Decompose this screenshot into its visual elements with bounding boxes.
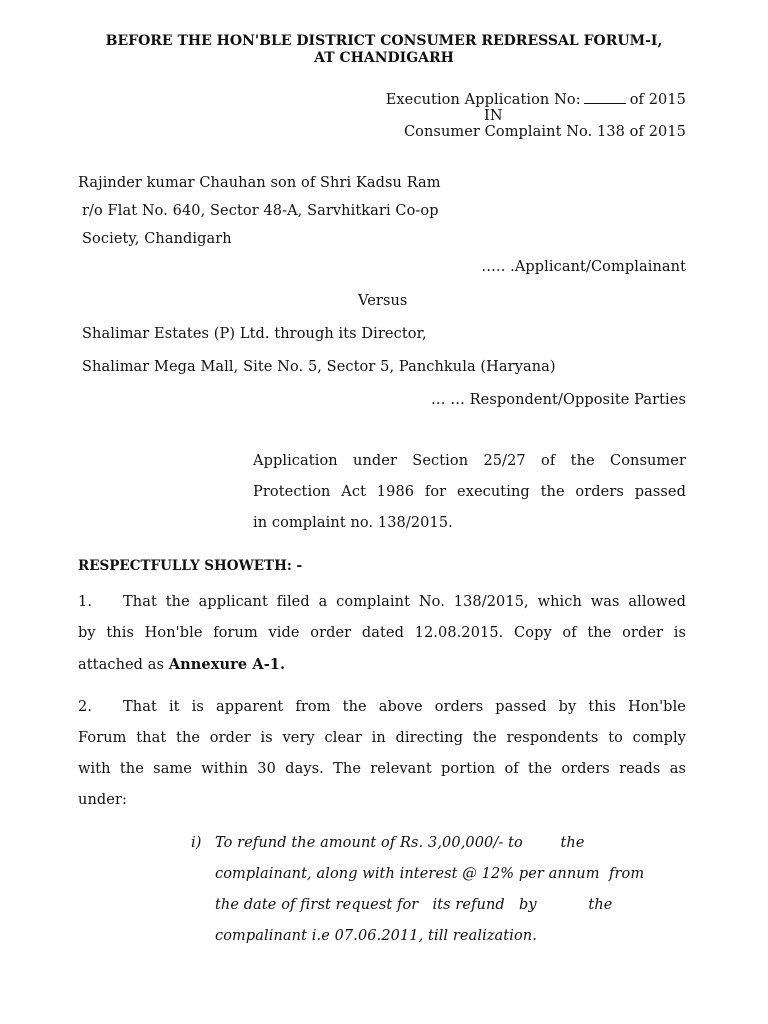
subject-line-1: Application under Section 25/27 of the Consumer — [253, 453, 686, 469]
applicant-line-1: Rajinder kumar Chauhan son of Shri Kadsu Ram — [78, 175, 441, 191]
applicant-line-2: r/o Flat No. 640, Sector 48-A, Sarvhitkari Co-op — [82, 203, 439, 219]
quote-line-4: compalinant i.e 07.06.2011, till realization. — [215, 928, 537, 944]
in-label: IN — [484, 108, 503, 124]
para-1-attached-text: attached as — [78, 657, 165, 673]
subject-line-3: in complaint no. 138/2015. — [253, 515, 453, 531]
quote-line-1: To refund the amount of Rs. 3,00,000/- to the — [215, 835, 585, 851]
para-2-number: 2. — [78, 699, 93, 715]
quote-item-number: i) — [191, 835, 202, 851]
applicant-role: ….. .Applicant/Complainant — [481, 259, 686, 275]
applicant-line-3: Society, Chandigarh — [82, 231, 232, 247]
execution-application-line — [386, 92, 686, 108]
para-2-line-2: Forum that the order is very clear in directing the respondents to comply — [78, 730, 686, 746]
respondent-line-1: Shalimar Estates (P) Ltd. through its Director, — [82, 326, 427, 342]
subject-line-2: Protection Act 1986 for executing the orders passed — [253, 484, 686, 500]
quote-line-2: complainant, along with interest @ 12% per annum from — [215, 866, 645, 882]
respondent-role: … … Respondent/Opposite Parties — [431, 392, 686, 408]
para-1-line-1: That the applicant filed a complaint No. 138/2015, which was allowed — [123, 594, 686, 610]
execution-application-suffix: of 2015 — [629, 92, 686, 108]
respectfully-showeth-heading: RESPECTFULLY SHOWETH: - — [78, 558, 303, 574]
para-1-line-3 — [78, 656, 285, 673]
para-2-line-1: That it is apparent from the above orders passed by this Hon'ble — [123, 699, 686, 715]
quote-line-3: the date of first request for its refund by the — [215, 897, 613, 913]
application-number-blank — [584, 93, 626, 104]
para-1-line-2: by this Hon'ble forum vide order dated 12.08.2015. Copy of the order is — [78, 625, 686, 641]
para-2-line-4: under: — [78, 792, 127, 808]
heading-line-2: AT CHANDIGARH — [314, 50, 454, 66]
consumer-complaint-line: Consumer Complaint No. 138 of 2015 — [403, 124, 686, 140]
execution-application-prefix: Execution Application No: — [385, 92, 581, 108]
para-2-line-3: with the same within 30 days. The relevant portion of the orders reads as — [78, 761, 686, 777]
versus-label: Versus — [358, 293, 408, 309]
heading-line-1: BEFORE THE HON'BLE DISTRICT CONSUMER REDRESSAL FORUM-I, — [105, 33, 663, 49]
annexure-a1-reference: Annexure A-1. — [168, 656, 286, 673]
respondent-line-2: Shalimar Mega Mall, Site No. 5, Sector 5, Panchkula (Haryana) — [82, 359, 556, 375]
para-1-number: 1. — [78, 594, 93, 610]
